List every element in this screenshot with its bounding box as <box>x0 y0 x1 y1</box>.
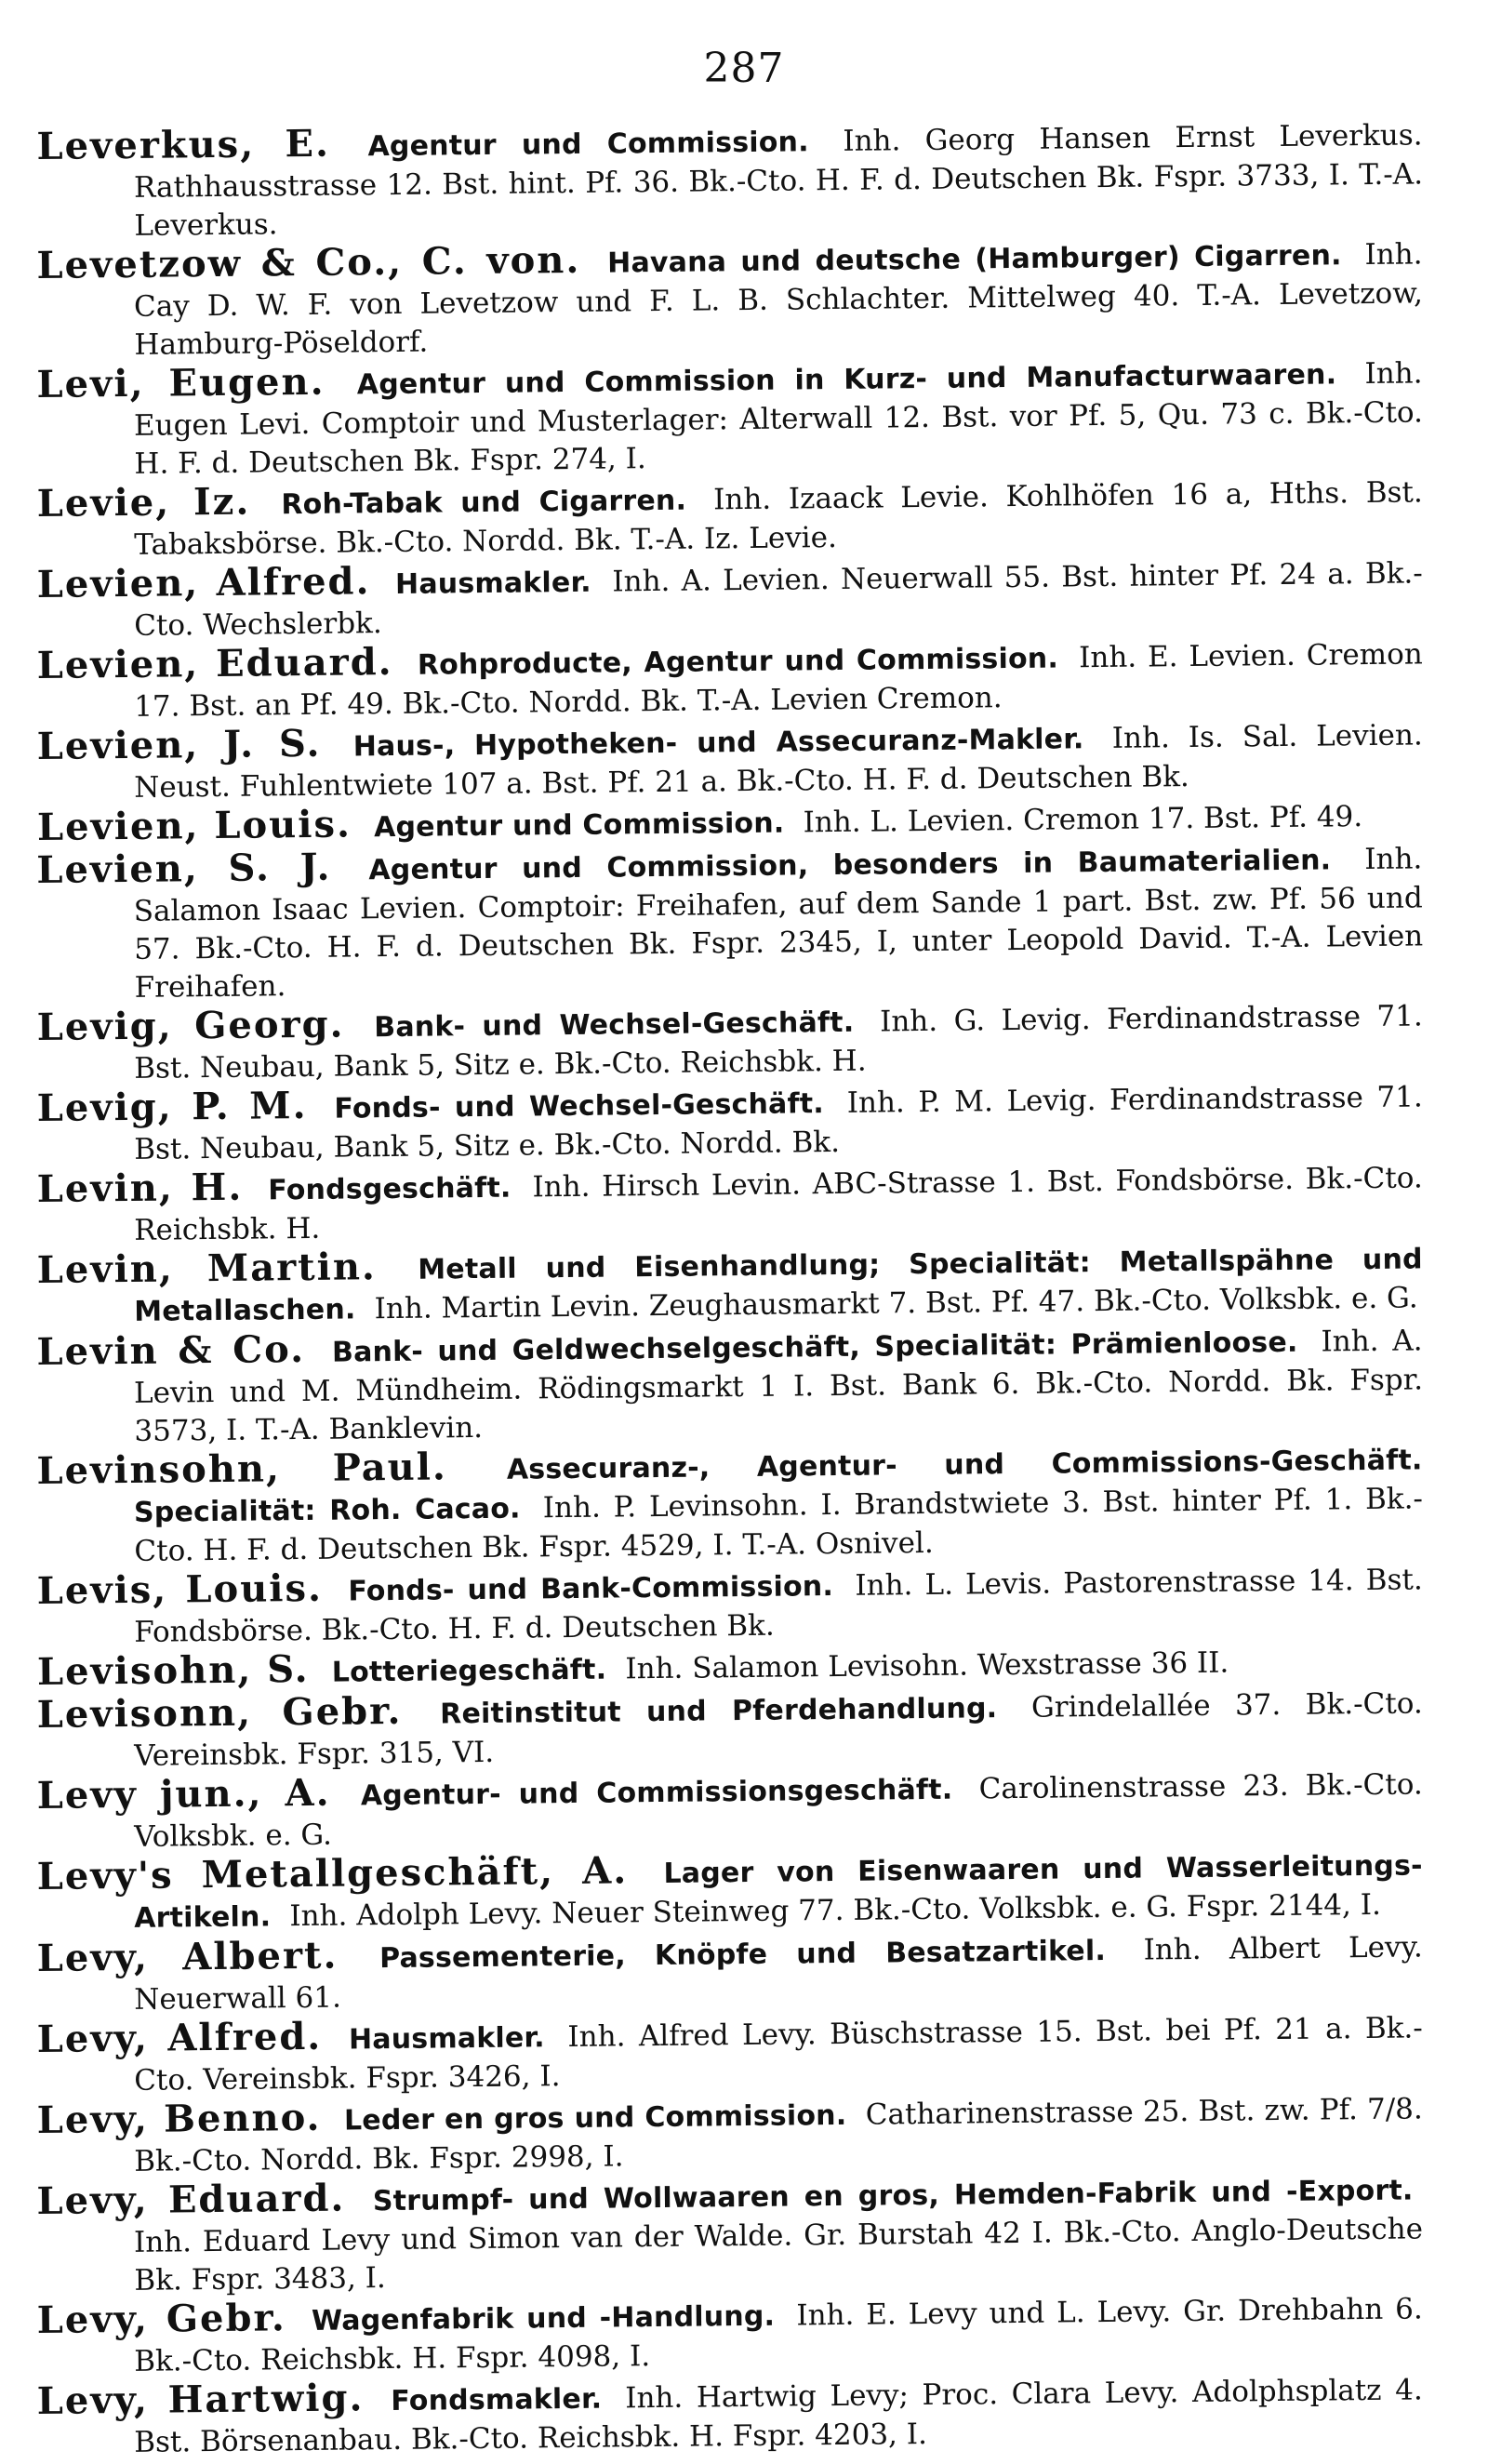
directory-entry <box>36 2168 1423 2300</box>
entry-details: Inh. G. Levig. Ferdinandstrasse 71. Bst. Neubau, Bank 5, Sitz e. Bk.-Cto. Reichsbk. H. <box>134 999 1423 1085</box>
directory-entry <box>37 1237 1424 1332</box>
entry-name: Levy jun., A. <box>36 1770 331 1818</box>
entry-details: Inh. Izaack Levie. Kohlhöfen 16 a, Hths. Bst. Tabaksbörse. Bk.-Cto. Nordd. Bk. T.-A. Iz. Levie. <box>134 475 1423 562</box>
directory-entry <box>37 2287 1424 2381</box>
entry-name: Levin & Co. <box>36 1326 306 1375</box>
entry-business: Agentur und Commission. <box>373 806 785 845</box>
entry-name: Levig, Georg. <box>36 1002 345 1049</box>
entry-business: Bank- und Geldwechselgeschäft, Specialität: Prämienloose. <box>331 1325 1298 1369</box>
entry-name: Levetzow & Co., C. von. <box>36 237 581 288</box>
entry-details: Inh. Eduard Levy und Simon van der Walde. Gr. Burstah 42 I. Bk.-Cto. Anglo-Deutsche Bk. Fspr. 3483, I. <box>133 2212 1424 2298</box>
entry-details: Inh. A. Levien. Neuerwall 55. Bst. hinter Pf. 24 a. Bk.-Cto. Wechslerbk. <box>134 556 1423 643</box>
entry-name: Levien, S. J. <box>36 845 332 893</box>
entry-details: Inh. A. Levin und M. Mündheim. Rödingsmarkt 1 I. Bst. Bank 6. Bk.-Cto. Nordd. Bk. Fspr. 3573, I. T.-A. Banklevin. <box>133 1324 1424 1448</box>
entry-business: Lotteriegeschäft. <box>331 1653 607 1689</box>
entry-name: Levin, H. <box>36 1165 244 1211</box>
directory-entry <box>36 837 1424 1007</box>
entry-details: Inh. Cay D. W. F. von Levetzow und F. L. B. Schlachter. Mittelweg 40. T.-A. Levetzow, Hamburg-Pöseldorf. <box>133 237 1424 362</box>
entry-name: Levien, Alfred. <box>36 559 371 606</box>
directory-entry <box>36 1319 1423 1451</box>
entry-business: Metall und Eisenhandlung; Specialität: Metallspähne und Metallaschen. <box>134 1243 1423 1328</box>
entry-details: Inh. Martin Levin. Zeughausmarkt 7. Bst. Pf. 47. Bk.-Cto. Volksbk. e. G. <box>374 1281 1418 1326</box>
entry-business: Leder en gros und Commission. <box>343 2098 847 2138</box>
entry-details: Inh. Salamon Isaac Levien. Comptoir: Freihafen, auf dem Sande 1 part. Bst. zw. Pf. 56 und 57. Bk.-Cto. H. F. d. Deutschen Bk. Fspr. 2345, I, unter Leopold David. T.-A. Levien Freihafen. <box>133 842 1424 1005</box>
entry-business: Fonds- und Bank-Commission. <box>348 1570 834 1608</box>
entry-details: Inh. E. Levien. Cremon 17. Bst. an Pf. 49. Bk.-Cto. Nordd. Bk. T.-A. Levien Cremon. <box>134 637 1423 724</box>
directory-entry <box>37 1558 1424 1652</box>
entry-details: Inh. Albert Levy. Neuerwall 61. <box>134 1930 1423 2017</box>
entry-details: Inh. Hirsch Levin. ABC-Strasse 1. Bst. Fondsbörse. Bk.-Cto. Reichsbk. H. <box>134 1161 1423 1247</box>
entry-name: Levien, Eduard. <box>36 639 393 687</box>
entry-details: Inh. Alfred Levy. Büschstrasse 15. Bst. bei Pf. 21 a. Bk.-Cto. Vereinsbk. Fspr. 3426, I. <box>134 2011 1423 2098</box>
entry-name: Levig, P. M. <box>36 1083 308 1130</box>
directory-entry <box>36 352 1423 484</box>
entry-details: Inh. Eugen Levi. Comptoir und Musterlager: Alterwall 12. Bst. vor Pf. 5, Qu. 73 c. Bk.-Cto. H. F. d. Deutschen Bk. Fspr. 274, I. <box>133 356 1424 481</box>
entry-business: Bank- und Wechsel-Geschäft. <box>374 1006 855 1045</box>
entry-business: Agentur- und Commissionsgeschäft. <box>360 1773 953 1813</box>
entry-name: Levisonn, Gebr. <box>36 1688 403 1737</box>
entry-name: Levinsohn, Paul. <box>36 1445 448 1494</box>
directory-entry <box>37 471 1424 565</box>
entry-name: Leverkus, E. <box>36 121 331 169</box>
entry-details: Catharinenstrasse 25. Bst. zw. Pf. 7/8. Bk.-Cto. Nordd. Bk. Fspr. 2998, I. <box>134 2092 1423 2178</box>
page-number: 287 <box>703 45 785 92</box>
directory-entry <box>37 2006 1424 2100</box>
directory-entry <box>36 113 1423 246</box>
entry-business: Roh-Tabak und Cigarren. <box>281 484 687 522</box>
entry-business: Fondsgeschäft. <box>268 1171 512 1207</box>
directory-entry <box>36 233 1423 365</box>
entry-details: Carolinenstrasse 23. Bk.-Cto. Volksbk. e. G. <box>134 1767 1423 1854</box>
entry-details: Inh. E. Levy und L. Levy. Gr. Drehbahn 6. Bk.-Cto. Reichsbk. H. Fspr. 4098, I. <box>134 2292 1423 2378</box>
entry-details: Inh. Adolph Levy. Neuer Steinweg 77. Bk.-Cto. Volksbk. e. G. Fspr. 2144, I. <box>289 1887 1382 1934</box>
directory-entry <box>37 994 1424 1088</box>
entry-details: Inh. Hartwig Levy; Proc. Clara Levy. Adolphsplatz 4. Bst. Börsenanbau. Bk.-Cto. Reichsbk. H. Fspr. 4203, I. <box>134 2373 1423 2459</box>
entry-name: Levy's Metallgeschäft, A. <box>36 1848 629 1898</box>
entry-name: Levi, Eugen. <box>36 359 326 407</box>
entry-business: Agentur und Commission. <box>367 126 809 164</box>
directory-entry <box>37 1075 1424 1169</box>
entry-name: Levien, Louis. <box>36 802 352 849</box>
entry-name: Levy, Benno. <box>36 2095 322 2142</box>
entry-details: Inh. Salamon Levisohn. Wexstrasse 36 II. <box>625 1645 1229 1686</box>
entry-business: Lager von Eisenwaaren und Wasserleitungs-Artikeln. <box>134 1849 1423 1935</box>
entry-name: Levis, Louis. <box>36 1565 324 1613</box>
entry-name: Levy, Albert. <box>36 1933 339 1980</box>
directory-entry <box>37 713 1424 807</box>
entry-name: Levy, Eduard. <box>36 2176 346 2224</box>
entry-name: Levy, Alfred. <box>36 2014 323 2061</box>
entry-business: Haus-, Hypotheken- und Assecuranz-Makler. <box>352 723 1084 764</box>
directory-entry <box>37 1844 1424 1938</box>
entry-name: Levie, Iz. <box>36 479 251 526</box>
entry-business: Fonds- und Wechsel-Geschäft. <box>334 1087 825 1125</box>
entry-business: Wagenfabrik und -Handlung. <box>311 2299 776 2337</box>
entry-details: Inh. Is. Sal. Levien. Neust. Fuhlentwiete 107 a. Bst. Pf. 21 a. Bk.-Cto. H. F. d. Deutschen Bk. <box>134 718 1423 805</box>
entry-business: Hausmakler. <box>394 566 591 601</box>
entry-business: Assecuranz-, Agentur- und Commissions-Geschäft. Specialität: Roh. Cacao. <box>133 1444 1423 1529</box>
entry-details: Inh. P. M. Levig. Ferdinandstrasse 71. Bst. Neubau, Bank 5, Sitz e. Bk.-Cto. Nordd. Bk. <box>134 1080 1423 1166</box>
entry-name: Levien, J. S. <box>36 721 322 768</box>
entry-business: Hausmakler. <box>348 2021 545 2057</box>
entry-business: Havana und deutsche (Hamburger) Cigarren. <box>606 239 1342 280</box>
entry-details: Inh. L. Levis. Pastorenstrasse 14. Bst. Fondsbörse. Bk.-Cto. H. F. d. Deutschen Bk. <box>134 1563 1423 1649</box>
entry-details: Grindelallée 37. Bk.-Cto. Vereinsbk. Fspr. 315, VI. <box>134 1686 1423 1773</box>
directory-entry <box>37 2368 1424 2462</box>
entry-business: Fondsmakler. <box>391 2382 603 2418</box>
entry-details: Inh. P. Levinsohn. I. Brandstwiete 3. Bst. hinter Pf. 1. Bk.-Cto. H. F. d. Deutschen Bk. Fspr. 4529, I. T.-A. Osnivel. <box>134 1482 1424 1568</box>
directory-entry <box>37 1925 1424 2019</box>
directory-entries <box>36 118 1424 2464</box>
directory-entry <box>37 633 1424 726</box>
directory-entry <box>37 1156 1424 1250</box>
entry-business: Strumpf- und Wollwaaren en gros, Hemden-Fabrik und -Export. <box>372 2174 1414 2218</box>
entry-details: Inh. Georg Hansen Ernst Leverkus. Rathhausstrasse 12. Bst. hint. Pf. 36. Bk.-Cto. H. F. d. Deutschen Bk. Fspr. 3733, I. T.-A. Leverkus. <box>133 118 1424 243</box>
directory-entry <box>37 1763 1424 1857</box>
entry-name: Levin, Martin. <box>36 1245 378 1292</box>
directory-entry <box>36 1438 1423 1571</box>
directory-entry <box>37 2087 1424 2181</box>
entry-name: Levy, Gebr. <box>36 2296 287 2342</box>
directory-entry <box>37 552 1424 646</box>
entry-business: Passementerie, Knöpfe und Besatzartikel. <box>379 1934 1107 1976</box>
entry-name: Levy, Hartwig. <box>36 2376 365 2423</box>
directory-entry <box>37 1682 1424 1776</box>
entry-business: Rohproducte, Agentur und Commission. <box>417 642 1059 682</box>
entry-business: Reitinstitut und Pferdehandlung. <box>440 1692 998 1731</box>
entry-business: Agentur und Commission, besonders in Baumaterialien. <box>368 844 1332 887</box>
entry-business: Agentur und Commission in Kurz- und Manufacturwaaren. <box>356 358 1337 402</box>
entry-name: Levisohn, S. <box>36 1646 310 1694</box>
entry-details: Inh. L. Levien. Cremon 17. Bst. Pf. 49. <box>803 800 1363 840</box>
